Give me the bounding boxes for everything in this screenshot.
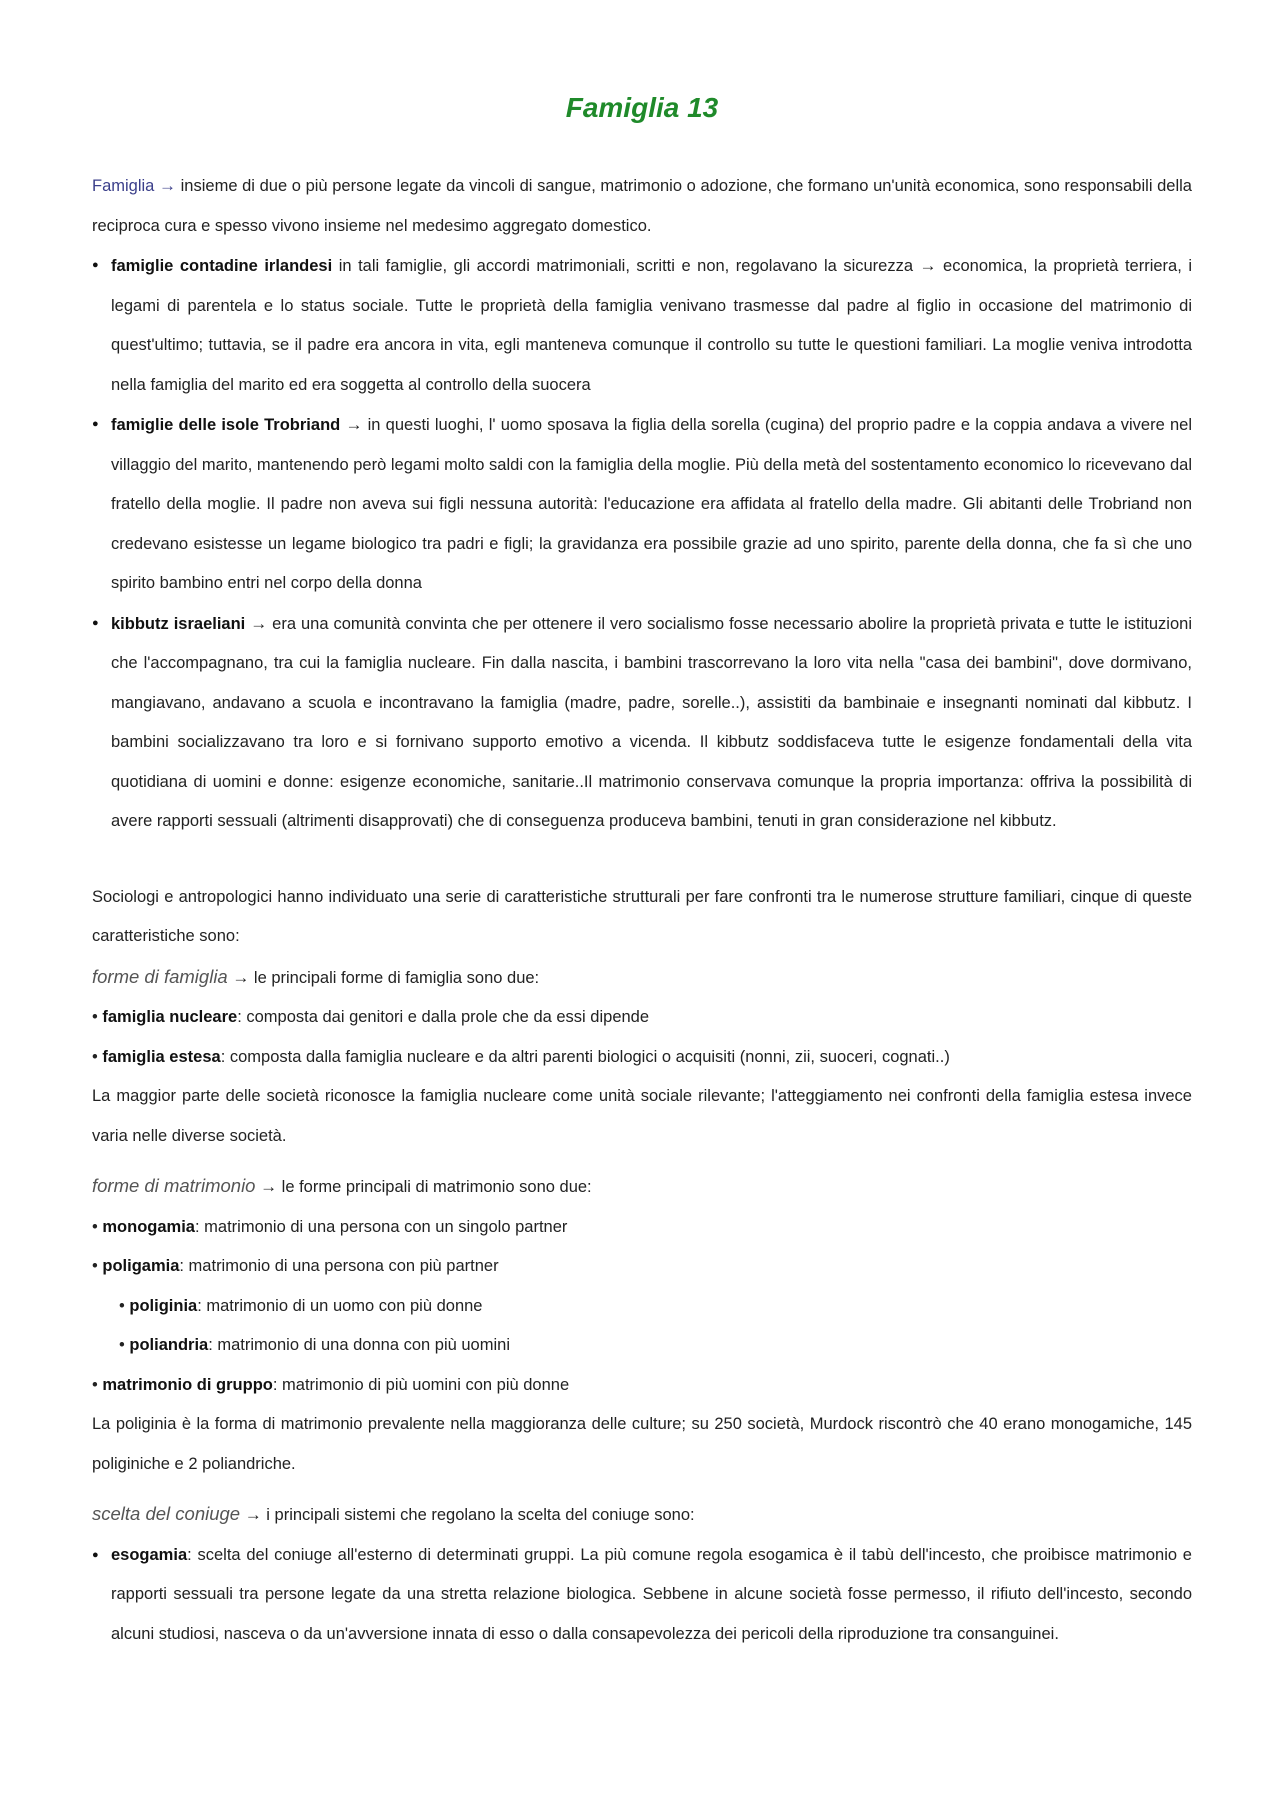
section-title: scelta del coniuge (92, 1503, 241, 1524)
list-item: • poliandria: matrimonio di una donna con più uomini (119, 1336, 510, 1354)
page-title: Famiglia 13 (565, 92, 719, 123)
intro-term: Famiglia (92, 177, 155, 195)
arrow-icon: → (232, 967, 250, 987)
list-item: ● famiglie contadine irlandesi in tali famiglie, gli accordi matrimoniali, scritti e non, regolavano la sicurezza → economica, la proprietà terriera, i legami di parentela e lo status sociale. Tutte le proprietà della famiglia venivano trasmesse dal padre al figlio in occasione del matrimonio di quest'ultimo; tuttavia, se il padre era ancora in vita, egli manteneva comunque il controllo su tutte le questioni familiari. La moglie veniva introdotta nella famiglia del marito ed era soggetta al controllo della suocera (92, 246, 1192, 405)
arrow-icon: → (345, 415, 363, 434)
family-examples-list (92, 246, 1192, 842)
spouse-choice-list (92, 1536, 1192, 1655)
list-item: ● esogamia: scelta del coniuge all'esterno di determinati gruppi. La più comune regola esogamica è il tabù dell'incesto, che proibisce matrimonio e rapporti sessuali tra persone legate da una stretta relazione biologica. Sebbene in alcune società fosse permesso, il rifiuto dell'incesto, secondo alcuni studiosi, nasceva o da un'avversione innata di esso o dalla consapevolezza dei pericoli della riproduzione tra consanguinei. (92, 1536, 1192, 1655)
arrow-icon: → (919, 256, 937, 275)
section-title: forme di matrimonio (92, 1175, 256, 1196)
list-item: • matrimonio di gruppo: matrimonio di più uomini con più donne (92, 1375, 570, 1394)
note-paragraph: La poliginia è la forma di matrimonio prevalente nella maggioranza delle culture; su 250 società, Murdock riscontrò che 40 erano monogamiche, 145 poliginiche e 2 poliandriche. (92, 1415, 1192, 1473)
item-term: famiglie contadine irlandesi (111, 257, 333, 275)
arrow-icon: → (260, 1177, 278, 1196)
list-item: • famiglia nucleare: composta dai genitori e dalla prole che da essi dipende (92, 1008, 650, 1026)
list-item: ● kibbutz israeliani → era una comunità convinta che per ottenere il vero socialismo fosse necessario abolire la proprietà privata e tutte le istituzioni che l'accompagnano, tra cui la famiglia nucleare. Fin dalla nascita, i bambini trascorrevano la loro vita nella "casa dei bambini", dove dormivano, mangiavano, andavano a scuola e incontravano la famiglia (madre, padre, sorelle..), assistiti da bambinaie e insegnanti nominati dal kibbutz. I bambini socializzavano tra loro e si fornivano supporto emotivo a vicenda. Il kibbutz soddisfaceva tutte le esigenze fondamentali della vita quotidiana di uomini e donne: esigenze economiche, sanitarie..Il matrimonio conservava comunque la propria importanza: offriva la possibilità di avere rapporti sessuali (altrimenti disapprovati) che di conseguenza produceva bambini, tenuti in gran considerazione nel kibbutz. (92, 604, 1192, 842)
note-paragraph: La maggior parte delle società riconosce la famiglia nucleare come unità sociale rilevante; l'atteggiamento nei confronti della famiglia estesa invece varia nelle diverse società. (92, 1087, 1192, 1145)
list-item: • poligamia: matrimonio di una persona con più partner (92, 1257, 499, 1275)
list-item: • poliginia: matrimonio di un uomo con più donne (119, 1296, 483, 1315)
arrow-icon: → (159, 176, 176, 195)
structural-intro: Sociologi e antropologici hanno individuato una serie di caratteristiche strutturali per fare confronti tra le numerose strutture familiari, cinque di queste caratteristiche sono: (92, 887, 1192, 945)
list-item: ● famiglie delle isole Trobriand → in questi luoghi, l' uomo sposava la figlia della sorella (cugina) del proprio padre e la coppia andava a vivere nel villaggio del marito, mantenendo però legami molto saldi con la famiglia della moglie. Più della metà del sostentamento economico lo ricevevano dal fratello della moglie. Il padre non aveva sui figli nessuna autorità: l'educazione era affidata al fratello della madre. Gli abitanti delle Trobriand non credevano esistesse un legame biologico tra padri e figli; la gravidanza era possibile grazie ad uno spirito, parente della donna, che fa sì che uno spirito bambino entri nel corpo della donna (92, 405, 1192, 604)
list-item: • famiglia estesa: composta dalla famiglia nucleare e da altri parenti biologici o acquisiti (nonni, zii, suoceri, cognati..) (92, 1047, 950, 1066)
intro-text: insieme di due o più persone legate da vincoli di sangue, matrimonio o adozione, che formano un'unità economica, sono responsabili della reciproca cura e spesso vivono insieme nel medesimo aggregato domestico. (92, 177, 1192, 235)
item-term: kibbutz israeliani (111, 614, 246, 633)
section-heading: forme di famiglia → le principali forme di famiglia sono due: (92, 965, 540, 987)
item-term: esogamia (111, 1545, 188, 1564)
intro-paragraph (92, 166, 1192, 246)
section-heading: scelta del coniuge → i principali sistemi che regolano la scelta del coniuge sono: (92, 1503, 695, 1524)
arrow-icon: → (250, 613, 268, 633)
section-title: forme di famiglia (92, 965, 228, 987)
section-heading: forme di matrimonio → le forme principali di matrimonio sono due: (92, 1175, 592, 1196)
arrow-icon: → (244, 1505, 262, 1524)
document-body (92, 166, 1192, 1654)
list-item: • monogamia: matrimonio di una persona con un singolo partner (92, 1217, 568, 1236)
item-term: famiglie delle isole Trobriand (111, 416, 341, 434)
